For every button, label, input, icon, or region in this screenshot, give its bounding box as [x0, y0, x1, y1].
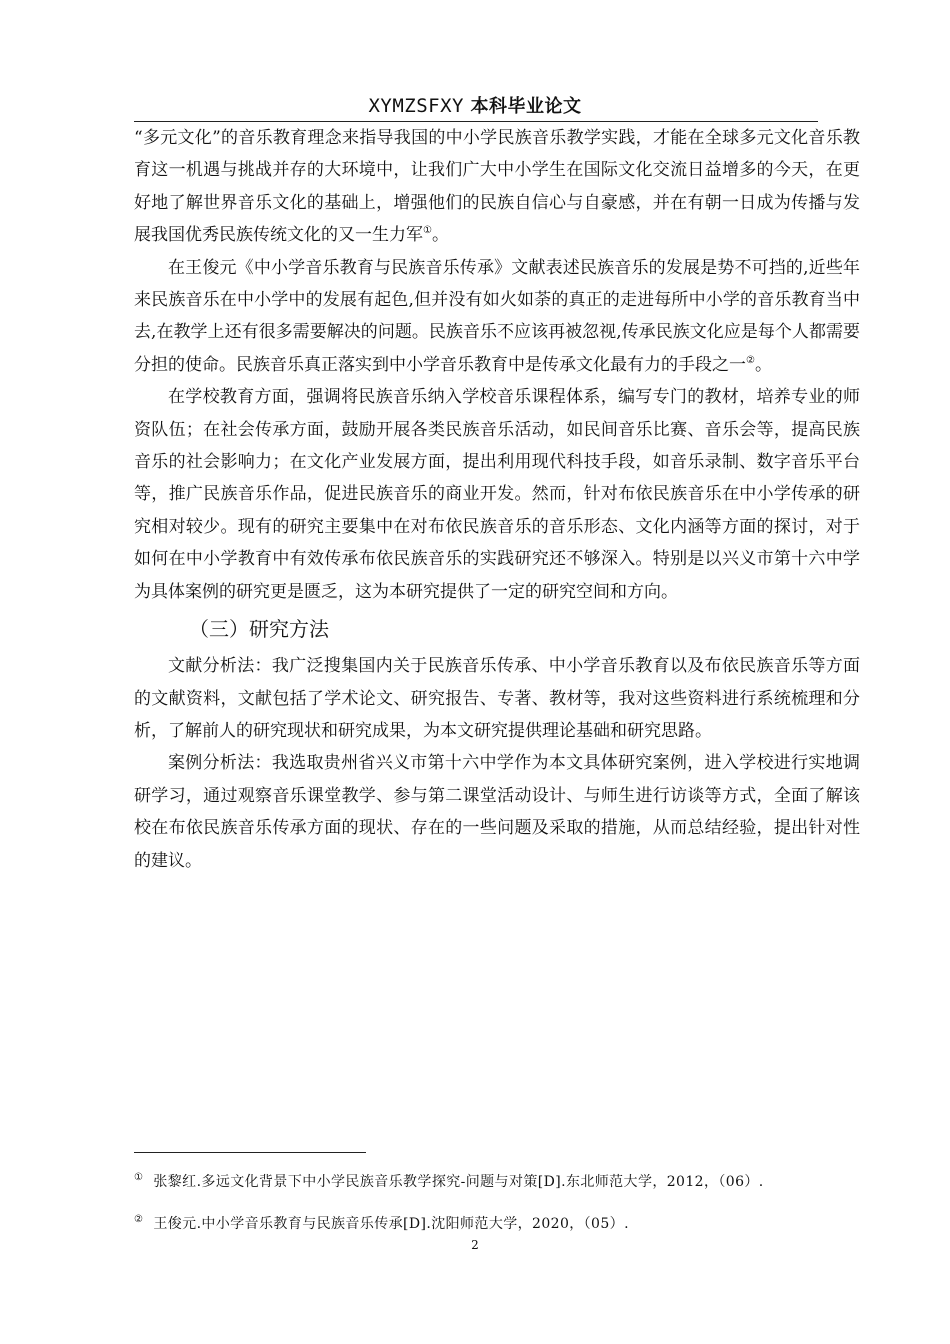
paragraph-5: 案例分析法：我选取贵州省兴义市第十六中学作为本文具体研究案例，进入学校进行实地调研学习，通过观察音乐课堂教学、参与第二课堂活动设计、与师生进行访谈等方式，全面了解该校在布依民族音乐传承方面的现状、存在的一些问题及采取的措施，从而总结经验，提出针对性的建议。 — [134, 753, 860, 871]
paragraph-2-end: 。 — [754, 354, 772, 375]
footnote-ref-1[interactable]: ① — [423, 225, 432, 237]
header-school-code: XYMZSFXY — [368, 95, 464, 117]
page-number: 2 — [471, 1238, 479, 1252]
paragraph-1 — [134, 122, 860, 252]
header-title: 本科毕业论文 — [470, 96, 582, 117]
footnote-2 — [134, 1210, 860, 1234]
footnote-1 — [134, 1168, 860, 1192]
paragraph-1-end: 。 — [431, 225, 449, 246]
paragraph-3: 在学校教育方面，强调将民族音乐纳入学校音乐课程体系，编写专门的教材，培养专业的师资队伍；在社会传承方面，鼓励开展各类民族音乐活动，如民间音乐比赛、音乐会等，提高民族音乐的社会影响力；在文化产业发展方面，提出利用现代科技手段，如音乐录制、数字音乐平台等，推广民族音乐作品，促进民族音乐的商业开发。然而，针对布依民族音乐在中小学传承的研究相对较少。现有的研究主要集中在对布依民族音乐的音乐形态、文化内涵等方面的探讨，对于如何在中小学教育中有效传承布依民族音乐的实践研究还不够深入。特别是以兴义市第十六中学为具体案例的研究更是匮乏，这为本研究提供了一定的研究空间和方向。 — [134, 387, 860, 602]
footnote-1-mark: ① — [134, 1172, 144, 1183]
footnote-separator — [134, 1152, 366, 1153]
paragraph-2 — [134, 252, 860, 382]
footnote-ref-2[interactable]: ② — [746, 354, 755, 366]
paragraph-4: 文献分析法：我广泛搜集国内关于民族音乐传承、中小学音乐教育以及布依民族音乐等方面的文献资料，文献包括了学术论文、研究报告、专著、教材等，我对这些资料进行系统梳理和分析，了解前人的研究现状和研究成果，为本文研究提供理论基础和研究思路。 — [134, 656, 860, 741]
paragraph-1-text: “多元文化”的音乐教育理念来指导我国的中小学民族音乐教学实践，才能在全球多元文化音乐教育这一机遇与挑战并存的大环境中，让我们广大中小学生在国际文化交流日益增多的今天，在更好地了解世界音乐文化的基础上，增强他们的民族自信心与自豪感，并在有朝一日成为传播与发展我国优秀民族传统文化的又一生力军 — [134, 128, 860, 246]
paragraph-2-text: 在王俊元《中小学音乐教育与民族音乐传承》文献表述民族音乐的发展是势不可挡的,近些年来民族音乐在中小学中的发展有起色,但并没有如火如荼的真正的走进每所中小学的音乐教育当中去,在教学上还有很多需要解决的问题。民族音乐不应该再被忽视,传承民族文化应是每个人都需要分担的使命。民族音乐真正落实到中小学音乐教育中是传承文化最有力的手段之一 — [134, 257, 860, 375]
footnote-2-text: 王俊元.中小学音乐教育与民族音乐传承[D].沈阳师范大学，2020，（05）. — [153, 1216, 629, 1232]
footnote-2-mark: ② — [134, 1214, 144, 1225]
section-heading: （三）研究方法 — [189, 617, 329, 642]
page-header — [0, 92, 950, 121]
footnote-1-text: 张黎红.多远文化背景下中小学民族音乐教学探究-问题与对策[D].东北师范大学，2012，（06）. — [153, 1174, 764, 1190]
document-body — [134, 122, 860, 877]
